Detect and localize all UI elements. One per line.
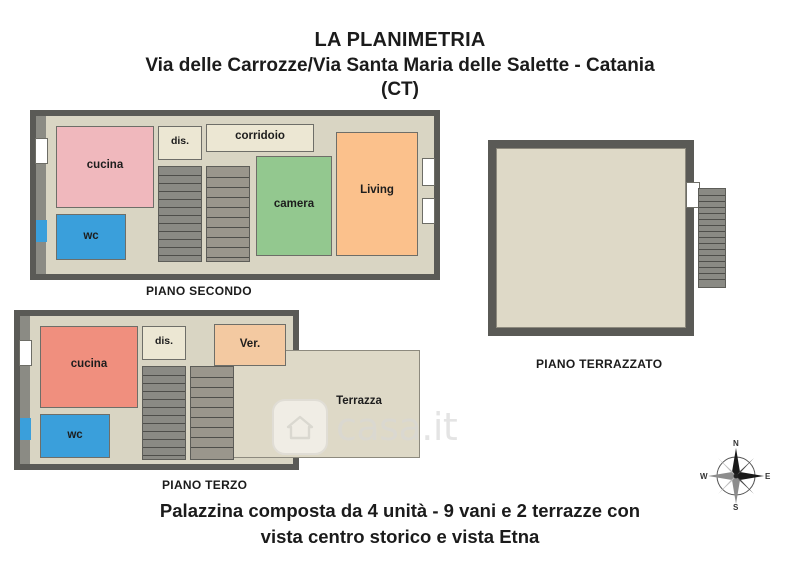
- watermark-suffix: .it: [421, 405, 458, 449]
- window-left-top: [35, 138, 48, 164]
- staircase-secondary: [206, 166, 250, 262]
- watermark-brand: casa: [336, 405, 422, 449]
- staircase: [158, 166, 202, 262]
- left-wall-terzo: [20, 316, 30, 464]
- compass-north: N: [733, 439, 739, 448]
- room-terrazzato: [496, 148, 686, 328]
- title-line-1: LA PLANIMETRIA: [314, 29, 486, 51]
- room-label-wc-terzo: wc: [67, 429, 83, 441]
- room-label-corridoio: corridoio: [235, 130, 285, 142]
- footer-line-1: Palazzina composta da 4 unità - 9 vani e 2 terrazze con: [159, 500, 641, 521]
- caption-piano-terzo: PIANO TERZO: [162, 478, 248, 492]
- room-label-cucina: cucina: [86, 159, 124, 171]
- staircase-terrazzato: [698, 188, 726, 288]
- footer-description: [0, 498, 800, 549]
- room-label-dis-terzo: dis.: [154, 335, 174, 347]
- window-left-top-terzo: [19, 340, 32, 366]
- room-label-dis: dis.: [170, 135, 190, 147]
- window-right-top: [422, 158, 435, 186]
- page-title: [0, 28, 800, 102]
- staircase-secondary-terzo: [190, 366, 234, 460]
- compass-south: S: [733, 503, 739, 512]
- room-label-terrazza: Terrazza: [336, 395, 382, 407]
- room-label-wc: wc: [83, 230, 99, 242]
- caption-piano-terrazzato: PIANO TERRAZZATO: [536, 357, 663, 371]
- plan-piano-terrazzato: [488, 140, 738, 340]
- plan-piano-terzo: [14, 310, 424, 470]
- room-label-cucina-terzo: cucina: [70, 358, 108, 370]
- caption-piano-secondo: PIANO SECONDO: [146, 284, 252, 298]
- room-label-living: Living: [360, 184, 394, 196]
- title-line-3: (CT): [381, 78, 419, 100]
- compass-west: W: [700, 472, 708, 481]
- window-left-bottom: [36, 220, 47, 242]
- title-line-2: Via delle Carrozze/Via Santa Maria delle Salette - Catania: [145, 54, 655, 76]
- compass-east: E: [765, 472, 771, 481]
- room-label-camera: camera: [273, 198, 315, 210]
- window-right-bottom: [422, 198, 435, 224]
- footer-line-2: vista centro storico e vista Etna: [260, 525, 540, 547]
- plan-piano-secondo: [30, 110, 440, 280]
- window-left-bottom-terzo: [20, 418, 31, 440]
- staircase-terzo: [142, 366, 186, 460]
- room-label-ver: Ver.: [239, 338, 261, 350]
